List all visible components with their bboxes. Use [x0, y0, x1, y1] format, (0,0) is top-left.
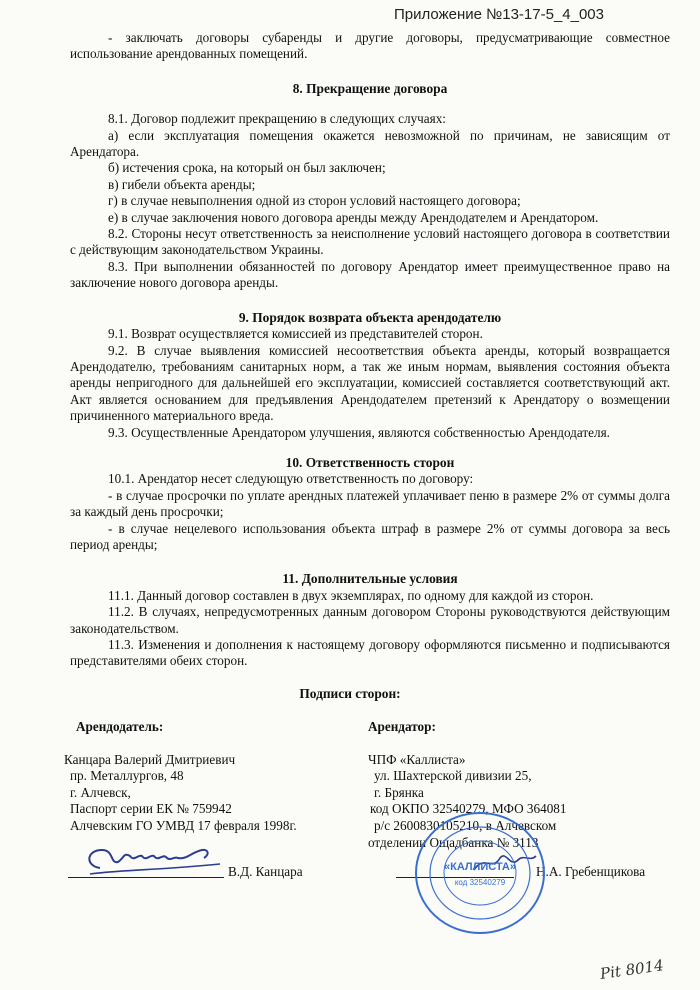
clause-8-2: 8.2. Стороны несут ответственность за неисполнение условий настоящего договора в соответствии с действующим законодательством Украины.	[70, 226, 670, 258]
clause-8-1-b: б) истечения срока, на который он был заключен;	[108, 160, 386, 176]
signatures-title: Подписи сторон:	[299, 686, 401, 701]
lessor-sign-name: В.Д. Канцара	[228, 864, 303, 879]
document-body	[70, 30, 670, 670]
section-9-title: 9. Порядок возврата объекта арендодателю	[238, 309, 502, 325]
clause-8-1-c: в) гибели объекта аренды;	[108, 176, 256, 192]
handwritten-note-text: Pit 8014	[598, 956, 665, 983]
clause-8-1-d: г) в случае невыполнения одной из сторон условий настоящего договора;	[108, 193, 521, 209]
stamp-center-text: «КАЛЛИСТА»	[443, 861, 517, 873]
clause-11-3: 11.3. Изменения и дополнения к настоящему договору оформляются письменно и подписываются представителями обеих сторон.	[70, 637, 670, 669]
lessee-line: код ОКПО 32540279, МФО 364081	[370, 801, 567, 817]
clause-8-3: 8.3. При выполнении обязанностей по договору Арендатор имеет преимущественное право на заключение нового договора аренды.	[70, 258, 670, 291]
lessor-line: Канцара Валерий Дмитриевич	[64, 751, 236, 767]
lessee-line: г. Брянка	[374, 784, 424, 800]
lessor-line: Паспорт серии ЕК № 759942	[70, 801, 232, 817]
clause-10-1-fine: - в случае нецелевого использования объекта штраф в размере 2% от суммы договора за весь период аренды;	[70, 520, 670, 552]
lessor-line: пр. Металлургов, 48	[70, 768, 184, 784]
annex-label: Приложение №13-17-5_4_003	[394, 6, 604, 23]
clause-10-1-penalty: - в случае просрочки по уплате арендных платежей уплачивает пеню в размере 2% от суммы долга за каждый день просрочки;	[70, 487, 670, 520]
clause-11-1: 11.1. Данный договор составлен в двух экземплярах, по одному для каждой из сторон.	[108, 587, 594, 603]
section-10-title: 10. Ответственность сторон	[285, 454, 455, 470]
lessor-signature	[80, 840, 230, 880]
clause-9-2: 9.2. В случае выявления комиссией несоответствия объекта аренды, который возвращается Арендодателю, требованиям санитарных норм, а так же иным нормам, выявления состояния объекта аренды непригодного для дальнейшей его эксплуатации, комиссией составляется соответствующий акт. Акт является основанием для предъявления Арендодателем претензий к Арендатору о возмещении причиненного материального вреда.	[70, 342, 670, 424]
stamp-code-text: код 32540279	[454, 878, 506, 887]
clause-8-1: 8.1. Договор подлежит прекращению в следующих случаях:	[108, 111, 446, 127]
handwritten-note	[596, 950, 686, 984]
lessee-sign-name: Н.А. Гребенщикова	[536, 864, 646, 879]
clause-10-1: 10.1. Арендатор несет следующую ответственность по договору:	[108, 471, 474, 487]
lessor-block	[64, 719, 354, 835]
lessee-line: отделении Ощадбанка № 3113	[368, 834, 539, 850]
clause-8-1-e: е) в случае заключения нового договора аренды между Арендодателем и Арендатором.	[108, 209, 599, 225]
lessee-heading: Арендатор:	[368, 719, 436, 734]
clause-9-1: 9.1. Возврат осуществляется комиссией из представителей сторон.	[108, 326, 483, 342]
clause-11-2: 11.2. В случаях, непредусмотренных данным договором Стороны руководствуются действующим законодательством.	[70, 604, 670, 636]
lessor-heading: Арендодатель:	[76, 719, 164, 734]
clause-9-3: 9.3. Осуществленные Арендатором улучшения, являются собственностью Арендодателя.	[108, 424, 610, 440]
lessor-line: Алчевским ГО УМВД 17 февраля 1998г.	[70, 817, 297, 833]
lessor-line: г. Алчевск,	[70, 784, 131, 800]
lessee-line: ЧПФ «Каллиста»	[368, 751, 466, 767]
section-11-title: 11. Дополнительные условия	[282, 571, 458, 587]
lessee-line: ул. Шахтерской дивизии 25,	[374, 768, 532, 784]
clause-8-1-a: а) если эксплуатация помещения окажется невозможной по причинам, не зависящим от Арендатора.	[70, 127, 670, 160]
section-8-title: 8. Прекращение договора	[292, 80, 448, 96]
lessee-line: р/с 2600830105210, в Алчевском	[374, 817, 557, 833]
intro-paragraph: - заключать договоры субаренды и другие договоры, предусматривающие совместное использование арендованных помещений.	[70, 30, 670, 62]
company-stamp	[410, 808, 550, 938]
